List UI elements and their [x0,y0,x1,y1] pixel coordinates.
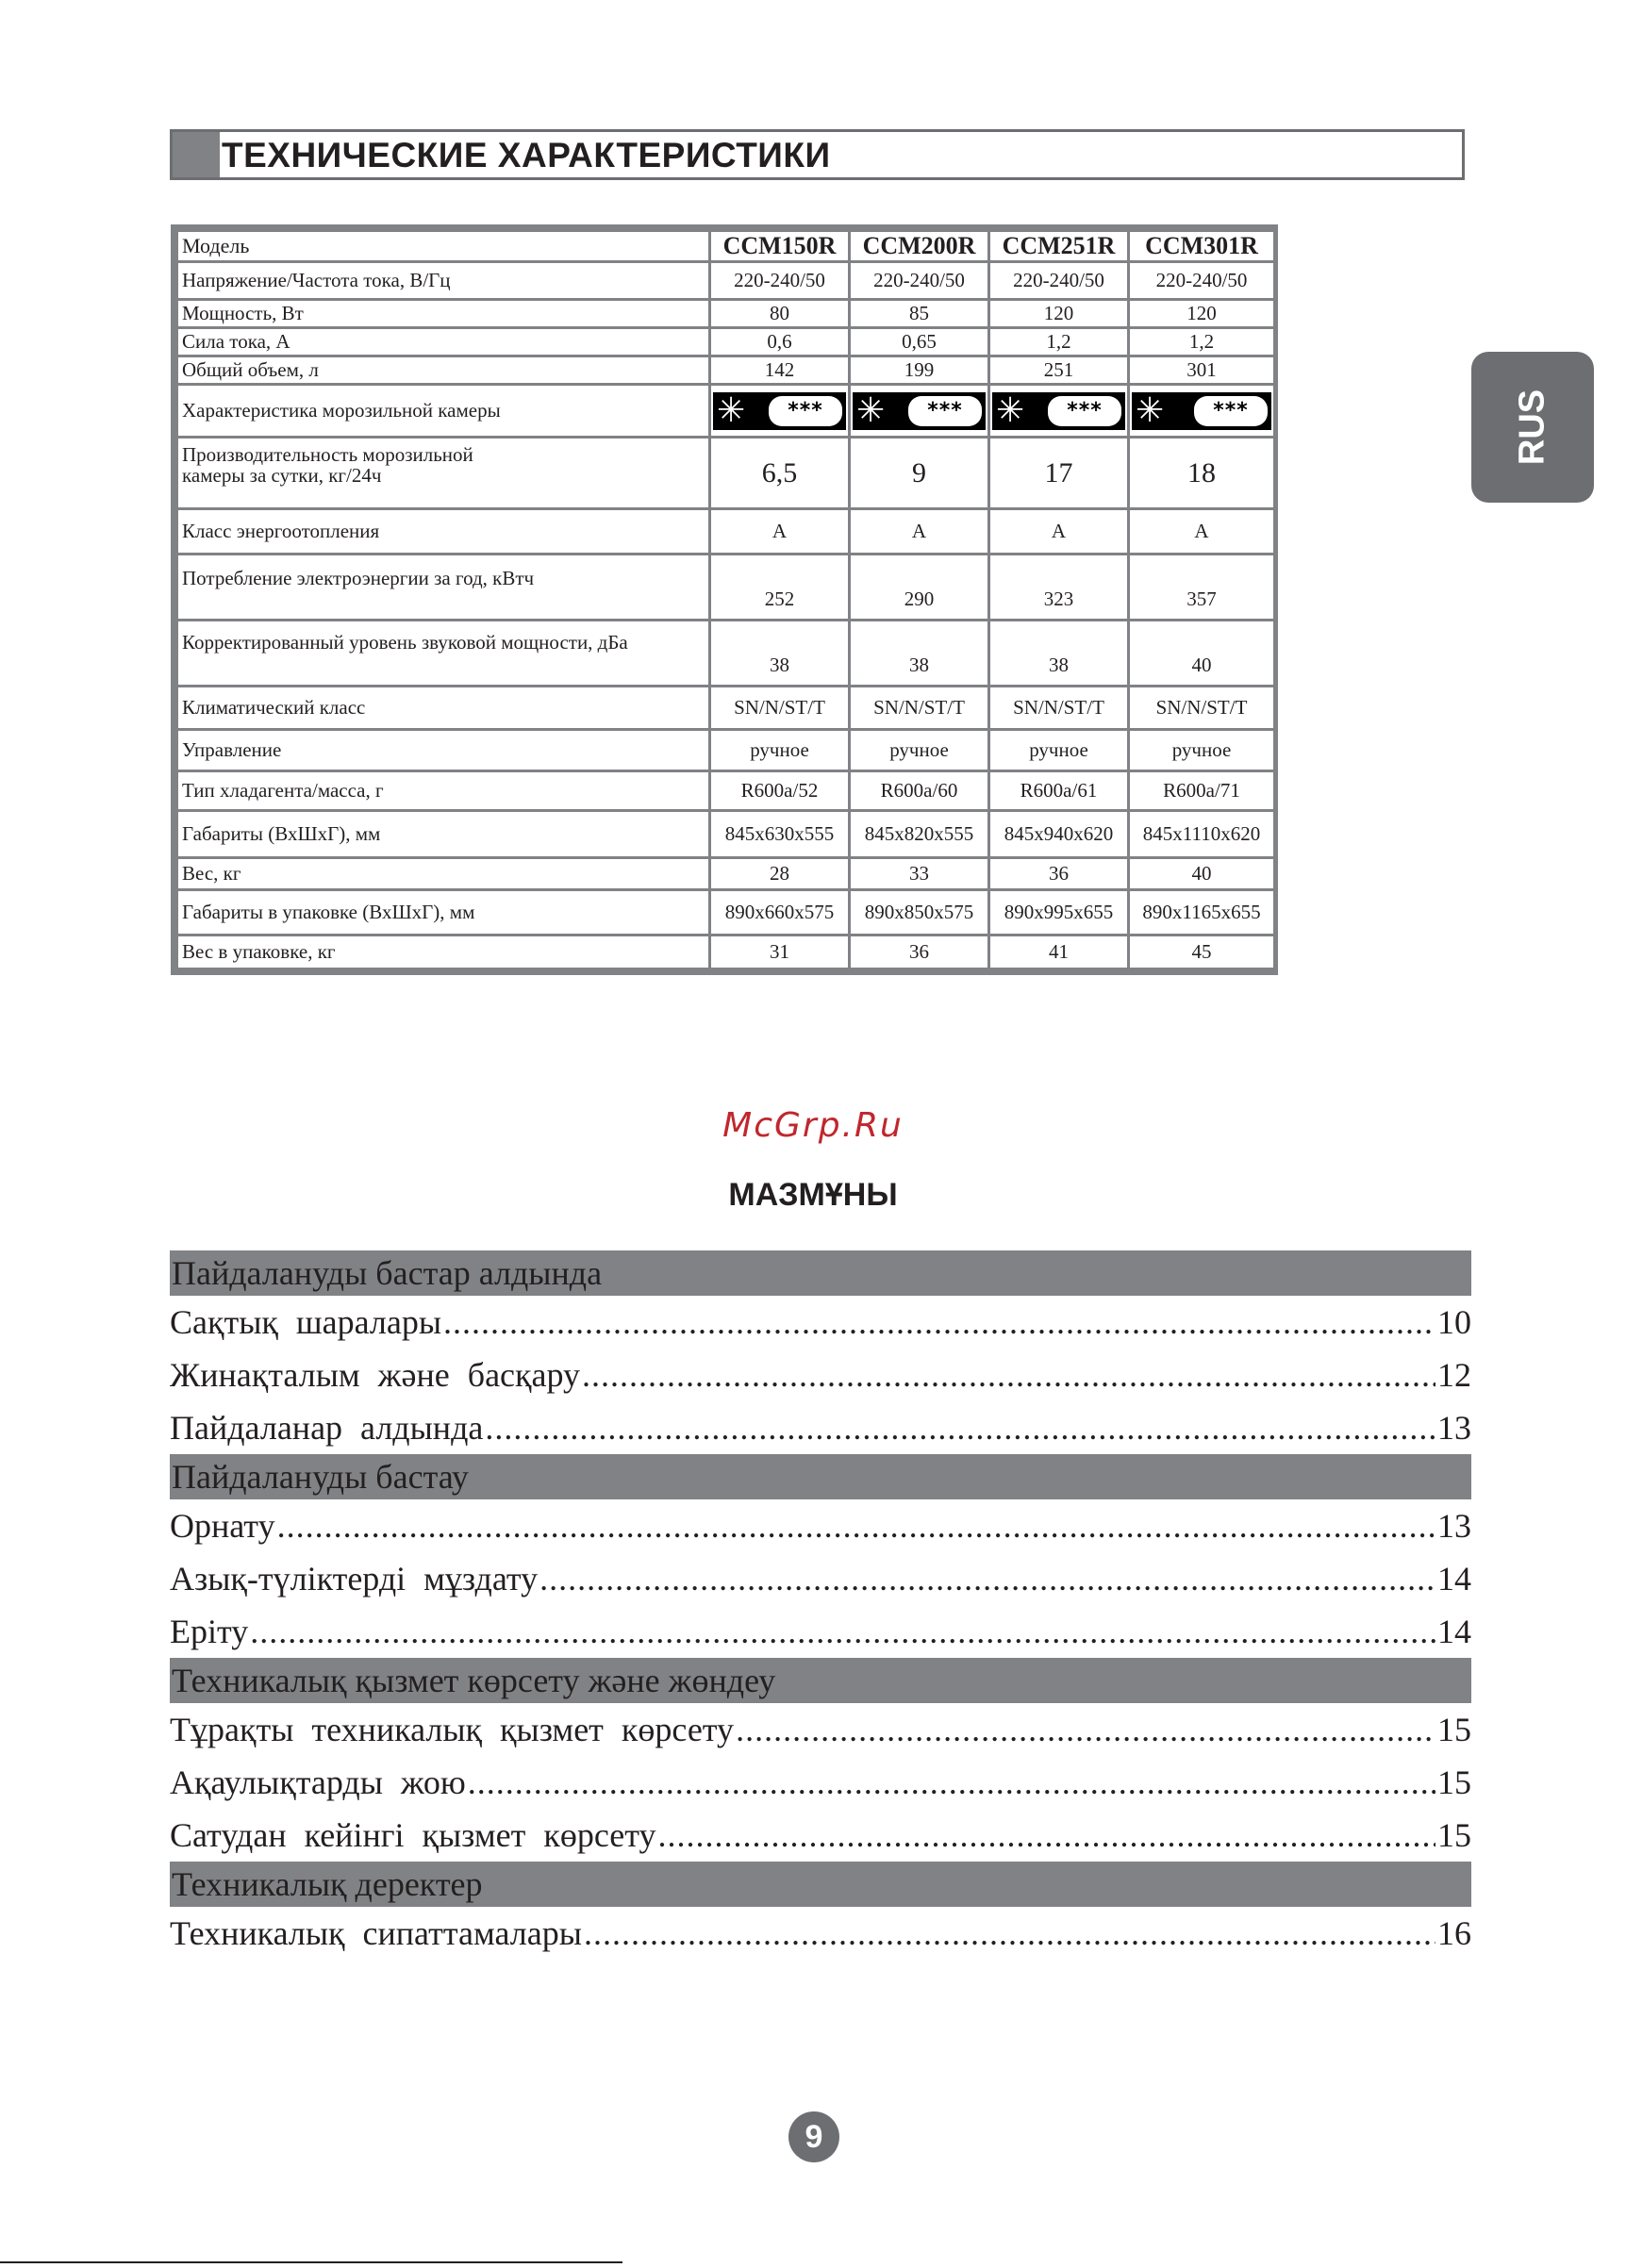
row-label: Мощность, Вт [177,300,710,328]
row-label: Габариты в упаковке (ВхШхГ), мм [177,890,710,935]
toc-page-number: 13 [1437,1507,1471,1545]
star-rating-icon: *** [769,396,842,426]
toc-entry[interactable] [170,1809,1471,1862]
toc-dot-leader [539,1559,1435,1598]
cell-value: SN/N/ST/T [710,687,850,730]
row-label [177,438,710,509]
table-row [177,890,1275,935]
cell-value: ручное [710,730,850,771]
cell-value: 6,5 [710,438,850,509]
row-label: Потребление электроэнергии за год, кВтч [177,555,710,621]
snowflake-icon: ✳ [856,390,886,430]
row-label: Напряжение/Частота тока, В/Гц [177,262,710,300]
cell-value: A [1129,509,1275,555]
page-number-badge: 9 [788,2111,839,2162]
cell-value: 31 [710,935,850,969]
row-label-line: камеры за сутки, кг/24ч [182,464,382,487]
section-header [170,129,1465,180]
toc-entry-title: Техникалық сипаттамалары [170,1914,582,1952]
model-name: CCM200R [850,231,989,262]
star-rating-icon: *** [1048,396,1121,426]
cell-value: 40 [1129,858,1275,890]
cell-value: 38 [850,621,989,687]
cell-value: 301 [1129,356,1275,385]
table-row [177,935,1275,969]
toc-entry[interactable] [170,1605,1471,1658]
toc-entry[interactable] [170,1756,1471,1809]
toc-entry-title: Пайдаланар алдында [170,1409,484,1447]
table-row [177,438,1275,509]
cell-value: 252 [710,555,850,621]
cell-value: A [850,509,989,555]
table-row [177,385,1275,438]
toc-dot-leader [468,1763,1435,1802]
page-title: ТЕХНИЧЕСКИЕ ХАРАКТЕРИСТИКИ [222,136,831,174]
toc-page-number: 16 [1437,1914,1471,1952]
toc-dot-leader [736,1710,1435,1749]
toc-page-number: 14 [1437,1613,1471,1650]
table-row [177,300,1275,328]
cell-value: R600a/71 [1129,771,1275,811]
cell-value: 220-240/50 [710,262,850,300]
toc-entry[interactable] [170,1703,1471,1756]
cell-value: 36 [989,858,1129,890]
snowflake-icon: ✳ [996,390,1025,430]
toc-page-number: 14 [1437,1560,1471,1598]
freezer-rating-cell [710,385,850,438]
cell-value: 80 [710,300,850,328]
toc-entry[interactable] [170,1552,1471,1605]
model-name: CCM150R [710,231,850,262]
toc-page-number: 12 [1437,1356,1471,1394]
row-label-line: Производительность морозильной [182,443,473,466]
cell-value: 1,2 [989,328,1129,356]
cell-value: 120 [989,300,1129,328]
toc-entry[interactable] [170,1499,1471,1552]
table-header-row [177,231,1275,262]
watermark-link[interactable]: McGrp.Ru [722,1106,904,1145]
cell-value: 142 [710,356,850,385]
toc-page-number: 15 [1437,1763,1471,1801]
cell-value: 41 [989,935,1129,969]
table-of-contents [170,1250,1471,1960]
cell-value: A [710,509,850,555]
toc-section-header: Техникалық деректер [170,1862,1471,1907]
cell-value: 9 [850,438,989,509]
cell-value: 120 [1129,300,1275,328]
cell-value: 38 [710,621,850,687]
toc-dot-leader [443,1302,1435,1342]
cell-value: 890x660x575 [710,890,850,935]
cell-value: R600a/52 [710,771,850,811]
table-row [177,621,1275,687]
cell-value: 357 [1129,555,1275,621]
cell-value: 17 [989,438,1129,509]
toc-entry-title: Еріту [170,1613,249,1650]
cell-value: ручное [989,730,1129,771]
cell-value: 85 [850,300,989,328]
toc-entry[interactable] [170,1349,1471,1401]
table-row [177,811,1275,858]
row-label: Сила тока, А [177,328,710,356]
cell-value: 18 [1129,438,1275,509]
table-row [177,687,1275,730]
cell-value: 1,2 [1129,328,1275,356]
table-row [177,858,1275,890]
row-label: Вес, кг [177,858,710,890]
cell-value: 845x820x555 [850,811,989,858]
freezer-rating-cell [989,385,1129,438]
toc-dot-leader [250,1612,1435,1651]
row-label: Корректированный уровень звуковой мощности, дБа [177,621,710,687]
table-row [177,509,1275,555]
cell-value: 890x850x575 [850,890,989,935]
toc-entry-title: Сатудан кейінгі қызмет көрсету [170,1816,656,1854]
toc-page-number: 15 [1437,1711,1471,1748]
cell-value: 0,65 [850,328,989,356]
toc-section-header: Техникалық қызмет көрсету және жөндеу [170,1658,1471,1703]
row-label: Габариты (ВхШхГ), мм [177,811,710,858]
snowflake-icon: ✳ [1136,390,1165,430]
row-label: Тип хладагента/масса, г [177,771,710,811]
freezer-rating-badge [1132,392,1271,430]
cell-value: 0,6 [710,328,850,356]
model-label: Модель [177,231,710,262]
table-row [177,730,1275,771]
toc-dot-leader [582,1355,1435,1395]
cell-value: 40 [1129,621,1275,687]
star-rating-icon: *** [1194,396,1268,426]
contents-title: МАЗМҰНЫ [728,1177,898,1213]
freezer-rating-badge [853,392,986,430]
cell-value: ручное [850,730,989,771]
toc-entry-title: Тұрақты техникалық қызмет көрсету [170,1711,735,1748]
toc-dot-leader [584,1913,1435,1953]
cell-value: A [989,509,1129,555]
cell-value: 28 [710,858,850,890]
cell-value: 33 [850,858,989,890]
toc-entry-title: Орнату [170,1507,275,1545]
cell-value: ручное [1129,730,1275,771]
cell-value: R600a/61 [989,771,1129,811]
cell-value: R600a/60 [850,771,989,811]
table-row [177,771,1275,811]
table-row [177,328,1275,356]
table-row [177,356,1275,385]
toc-page-number: 15 [1437,1816,1471,1854]
model-name: CCM251R [989,231,1129,262]
cell-value: 323 [989,555,1129,621]
cell-value: 220-240/50 [1129,262,1275,300]
toc-dot-leader [485,1408,1435,1448]
cell-value: 199 [850,356,989,385]
row-label: Характеристика морозильной камеры [177,385,710,438]
star-rating-icon: *** [908,396,982,426]
row-label: Общий объем, л [177,356,710,385]
spec-table [171,224,1278,975]
toc-dot-leader [277,1506,1435,1546]
cell-value: 38 [989,621,1129,687]
toc-entry-title: Сақтық шаралары [170,1303,442,1341]
toc-section-header: Пайдалануды бастар алдында [170,1250,1471,1296]
cell-value: 845x940x620 [989,811,1129,858]
header-accent-block [173,132,220,177]
row-label: Класс энергоотопления [177,509,710,555]
cell-value: 251 [989,356,1129,385]
row-label: Климатический класс [177,687,710,730]
freezer-rating-cell [1129,385,1275,438]
cell-value: 220-240/50 [989,262,1129,300]
cell-value: 290 [850,555,989,621]
cell-value: SN/N/ST/T [1129,687,1275,730]
toc-entry[interactable] [170,1296,1471,1349]
table-row [177,555,1275,621]
row-label: Вес в упаковке, кг [177,935,710,969]
table-row [177,262,1275,300]
toc-page-number: 10 [1437,1303,1471,1341]
cell-value: 220-240/50 [850,262,989,300]
cell-value: SN/N/ST/T [850,687,989,730]
bottom-divider [0,2261,622,2263]
language-tab [1471,352,1594,503]
cell-value: SN/N/ST/T [989,687,1129,730]
toc-page-number: 13 [1437,1409,1471,1447]
toc-dot-leader [658,1815,1435,1855]
toc-entry-title: Азық-түліктерді мұздату [170,1560,539,1598]
cell-value: 890x995x655 [989,890,1129,935]
cell-value: 845x630x555 [710,811,850,858]
freezer-rating-badge [713,392,846,430]
toc-entry-title: Жинақталым және басқару [170,1356,581,1394]
language-tab-label: RUS [1512,389,1552,466]
cell-value: 890x1165x655 [1129,890,1275,935]
row-label: Управление [177,730,710,771]
cell-value: 36 [850,935,989,969]
toc-entry-title: Ақаулықтарды жою [170,1763,466,1801]
cell-value: 45 [1129,935,1275,969]
toc-entry[interactable] [170,1907,1471,1960]
snowflake-icon: ✳ [717,390,746,430]
toc-section-header: Пайдалануды бастау [170,1454,1471,1499]
freezer-rating-badge [992,392,1125,430]
model-name: CCM301R [1129,231,1275,262]
freezer-rating-cell [850,385,989,438]
cell-value: 845x1110x620 [1129,811,1275,858]
toc-entry[interactable] [170,1401,1471,1454]
